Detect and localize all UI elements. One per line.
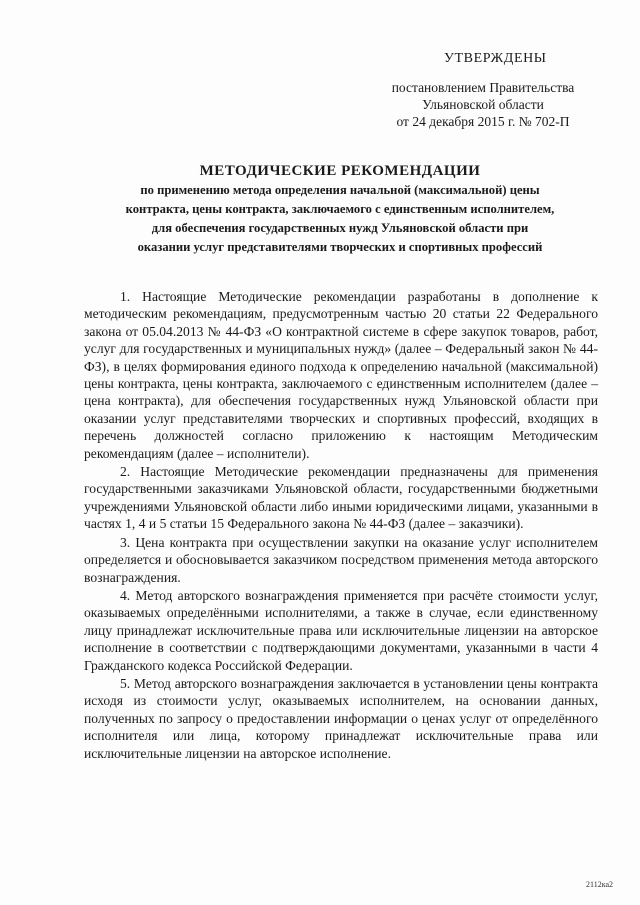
document-code: 2112ка2 [586,880,614,889]
document-body [84,288,598,763]
document-title: МЕТОДИЧЕСКИЕ РЕКОМЕНДАЦИИ [199,163,481,179]
document-subtitle-line-4: оказании услуг представителями творческих и спортивных профессий [137,240,543,254]
document-subtitle-line-2: контракта, цены контракта, заключаемого с единственным исполнителем, [125,202,555,216]
approval-heading: УТВЕРЖДЕНЫ [444,51,547,66]
paragraph-1: 1. Настоящие Методические рекомендации разработаны в дополнение к методическим рекомендациям, предусмотренным частью 20 статьи 22 Федерального закона от 05.04.2013 № 44-ФЗ «О контрактной системе в сфере закупок товаров, работ, услуг для государственных и муниципальных нужд» (далее – Федеральный закон № 44-ФЗ), в целях формирования единого подхода к определению начальной (максимальной) цены контракта, цены контракта, заключаемого с единственным исполнителем (далее – цена контракта), для обеспечения государственных нужд Ульяновской области при оказании услуг представителями творческих и спортивных профессий, входящих в перечень должностей согласно приложению к настоящим Методическим рекомендациям (далее – исполнители). [84,289,598,461]
approval-line-1: постановлением Правительства [391,80,575,95]
approval-block [368,50,598,130]
document-title-block [100,163,580,257]
paragraph-4: 4. Метод авторского вознаграждения применяется при расчёте стоимости услуг, оказываемых определёнными исполнителями, а также в случае, если единственному лицу принадлежат исключительные права или исключительные лицензии на авторское исполнение в соответствии с подтверждающими документами, указанными в части 4 Гражданского кодекса Российской Федерации. [84,587,598,673]
approval-line-3: от 24 декабря 2015 г. № 702-П [396,114,570,129]
document-subtitle-line-3: для обеспечения государственных нужд Ульяновской области при [151,221,529,235]
paragraph-3: 3. Цена контракта при осуществлении закупки на оказание услуг исполнителем определяется и обосновывается заказчиком посредством применения метода авторского вознаграждения. [84,534,598,585]
paragraph-2: 2. Настоящие Методические рекомендации предназначены для применения государственными заказчиками Ульяновской области, государственными бюджетными учреждениями Ульяновской области либо иными юридическими лицами, указанными в частях 1, 4 и 5 статьи 15 Федерального закона № 44-ФЗ (далее – заказчики). [84,464,598,532]
paragraph-5: 5. Метод авторского вознаграждения заключается в установлении цены контракта исходя из стоимости услуг, оказываемых исполнителем, на основании данных, полученных по запросу о предоставлении информации о ценах услуг от определённого исполнителя или лица, которому принадлежат исключительные права или исключительные лицензии на авторское исполнение. [84,675,598,761]
document-subtitle-line-1: по применению метода определения начальной (максимальной) цены [140,183,540,197]
approval-line-2: Ульяновской области [422,97,544,112]
